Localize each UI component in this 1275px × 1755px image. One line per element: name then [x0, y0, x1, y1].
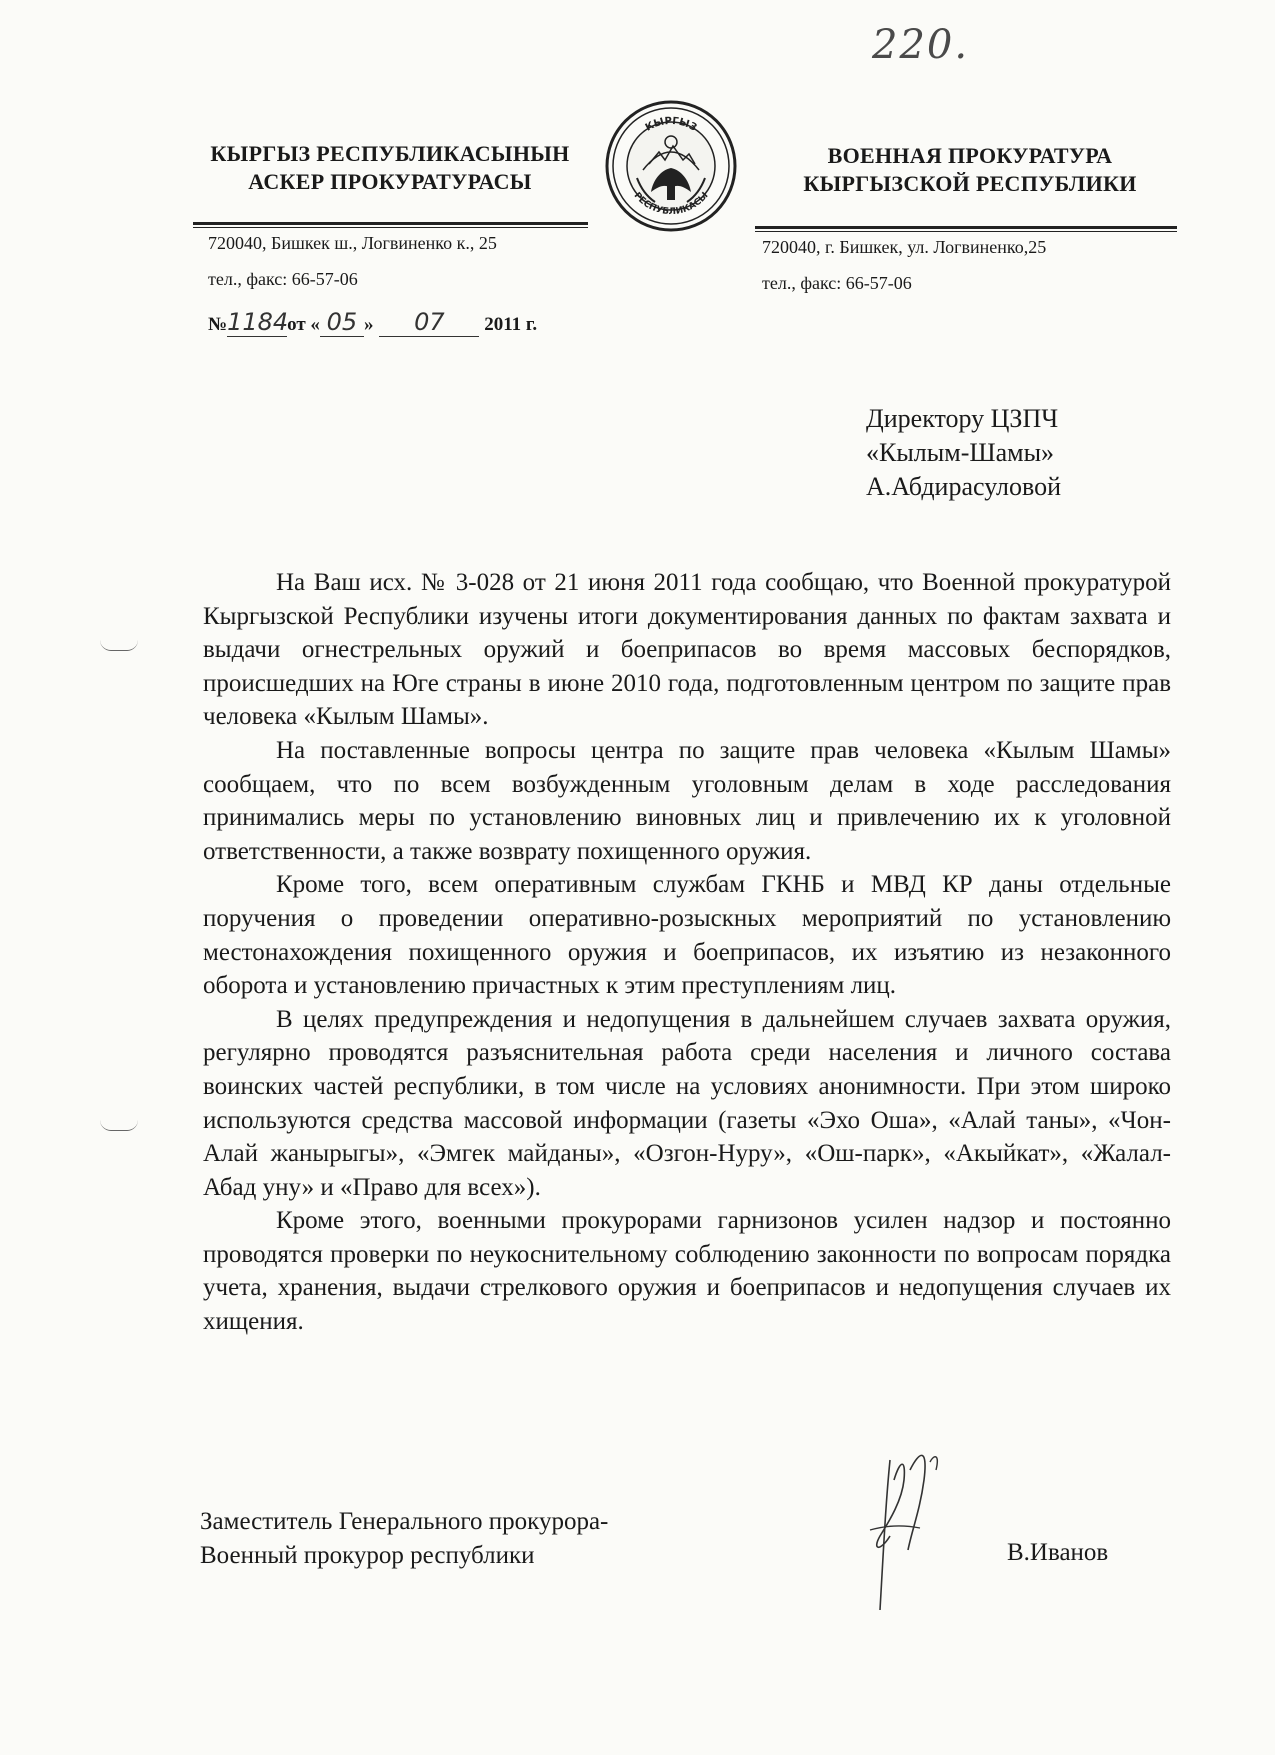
ref-month-handwritten: 07	[379, 308, 479, 337]
addressee-line-3: А.Абдирасуловой	[866, 472, 1062, 501]
body-paragraph-1: На Ваш исх. № 3-028 от 21 июня 2011 года сообщаю, что Военной прокуратурой Кыргызской Республики изучены итоги документирования данных по фактам захвата и выдачи огнестрельных оружий и боеприпасов во время массовых беспорядков, происшедших на Юге страны в июне 2010 года, подготовленным центром по защите прав человека «Кылым Шамы».	[203, 569, 1171, 731]
phone-kyrgyz: тел., факс: 66-57-06	[208, 269, 358, 289]
ref-year: 2011 г.	[484, 314, 538, 335]
signer-title-line-2: Военный прокурор республики	[200, 1542, 535, 1569]
org-name-russian-line-1: ВОЕННАЯ ПРОКУРАТУРА	[827, 143, 1113, 168]
addressee-line-2: «Кылым-Шамы»	[866, 438, 1055, 467]
address-russian: 720040, г. Бишкек, ул. Логвиненко,25	[762, 237, 1047, 257]
margin-scan-mark	[100, 640, 138, 651]
addressee-line-1: Директору ЦЗПЧ	[866, 404, 1059, 433]
body-paragraph-5: Кроме этого, военными прокурорами гарнизонов усилен надзор и постоянно проводятся проверки по неукоснительному соблюдению законности по вопросам порядка учета, хранения, выдачи стрелкового оружия и боеприпасов и недопущения случаев их хищения.	[203, 1207, 1171, 1336]
address-kyrgyz: 720040, Бишкек ш., Логвиненко к., 25	[208, 233, 497, 253]
handwritten-signature-icon	[850, 1440, 960, 1620]
body-paragraph-2: На поставленные вопросы центра по защите прав человека «Кылым Шамы» сообщаем, что по всем возбужденным уголовным делам в ходе расследования принимались меры по установлению виновных лиц и привлечению их к уголовной ответственности, а также возврату похищенного оружия.	[203, 736, 1171, 865]
handwritten-page-number: 220.	[872, 22, 970, 68]
ref-day-close: »	[363, 314, 374, 335]
ref-from-label: от «	[287, 314, 320, 335]
header-rule-left	[193, 222, 588, 228]
addressee-block	[866, 402, 1061, 504]
ref-number-handwritten: 1184	[227, 308, 289, 336]
header-rule-right	[755, 226, 1177, 232]
body-paragraph-4: В целях предупреждения и недопущения в дальнейшем случаев захвата оружия, регулярно проводятся разъяснительная работа среди населения и личного состава воинских частей республики, в том числе на условиях анонимности. При этом широко используются средства массовой информации (газеты «Эхо Оша», «Алай таны», «Чон-Алай жанырыгы», «Эмгек майданы», «Озгон-Нуру», «Ош-парк», «Акыйкат», «Жалал-Абад уну» и «Право для всех»).	[203, 1005, 1171, 1201]
signer-title	[200, 1505, 608, 1573]
ref-number-sign: №	[208, 314, 228, 335]
org-name-russian	[760, 142, 1180, 198]
body-paragraph-3: Кроме того, всем оперативным службам ГКНБ и МВД КР даны отдельные поручения о проведении оперативно-розыскных мероприятий по установлению местонахождения похищенного оружия и боеприпасов, их изъятию из незаконного оборота и установлению причастных к этим преступлениям лиц.	[203, 871, 1171, 1000]
org-name-kyrgyz-line-1: КЫРГЫЗ РЕСПУБЛИКАСЫНЫН	[210, 141, 570, 166]
state-emblem-icon	[603, 98, 739, 234]
phone-russian: тел., факс: 66-57-06	[762, 273, 912, 293]
ref-day-handwritten: 05	[320, 308, 364, 337]
emblem-text-top: КЫРГЫЗ	[643, 115, 699, 134]
outgoing-reference	[208, 308, 537, 337]
letter-body	[203, 566, 1171, 1339]
signer-name: В.Иванов	[1007, 1539, 1109, 1566]
org-name-kyrgyz	[190, 140, 590, 196]
org-name-russian-line-2: КЫРГЫЗСКОЙ РЕСПУБЛИКИ	[803, 171, 1137, 196]
margin-scan-mark	[100, 1120, 138, 1131]
org-name-kyrgyz-line-2: АСКЕР ПРОКУРАТУРАСЫ	[248, 169, 532, 194]
signer-title-line-1: Заместитель Генерального прокурора-	[200, 1508, 609, 1535]
emblem-text-bottom: РЕСПУБЛИКАСЫ	[631, 190, 711, 218]
